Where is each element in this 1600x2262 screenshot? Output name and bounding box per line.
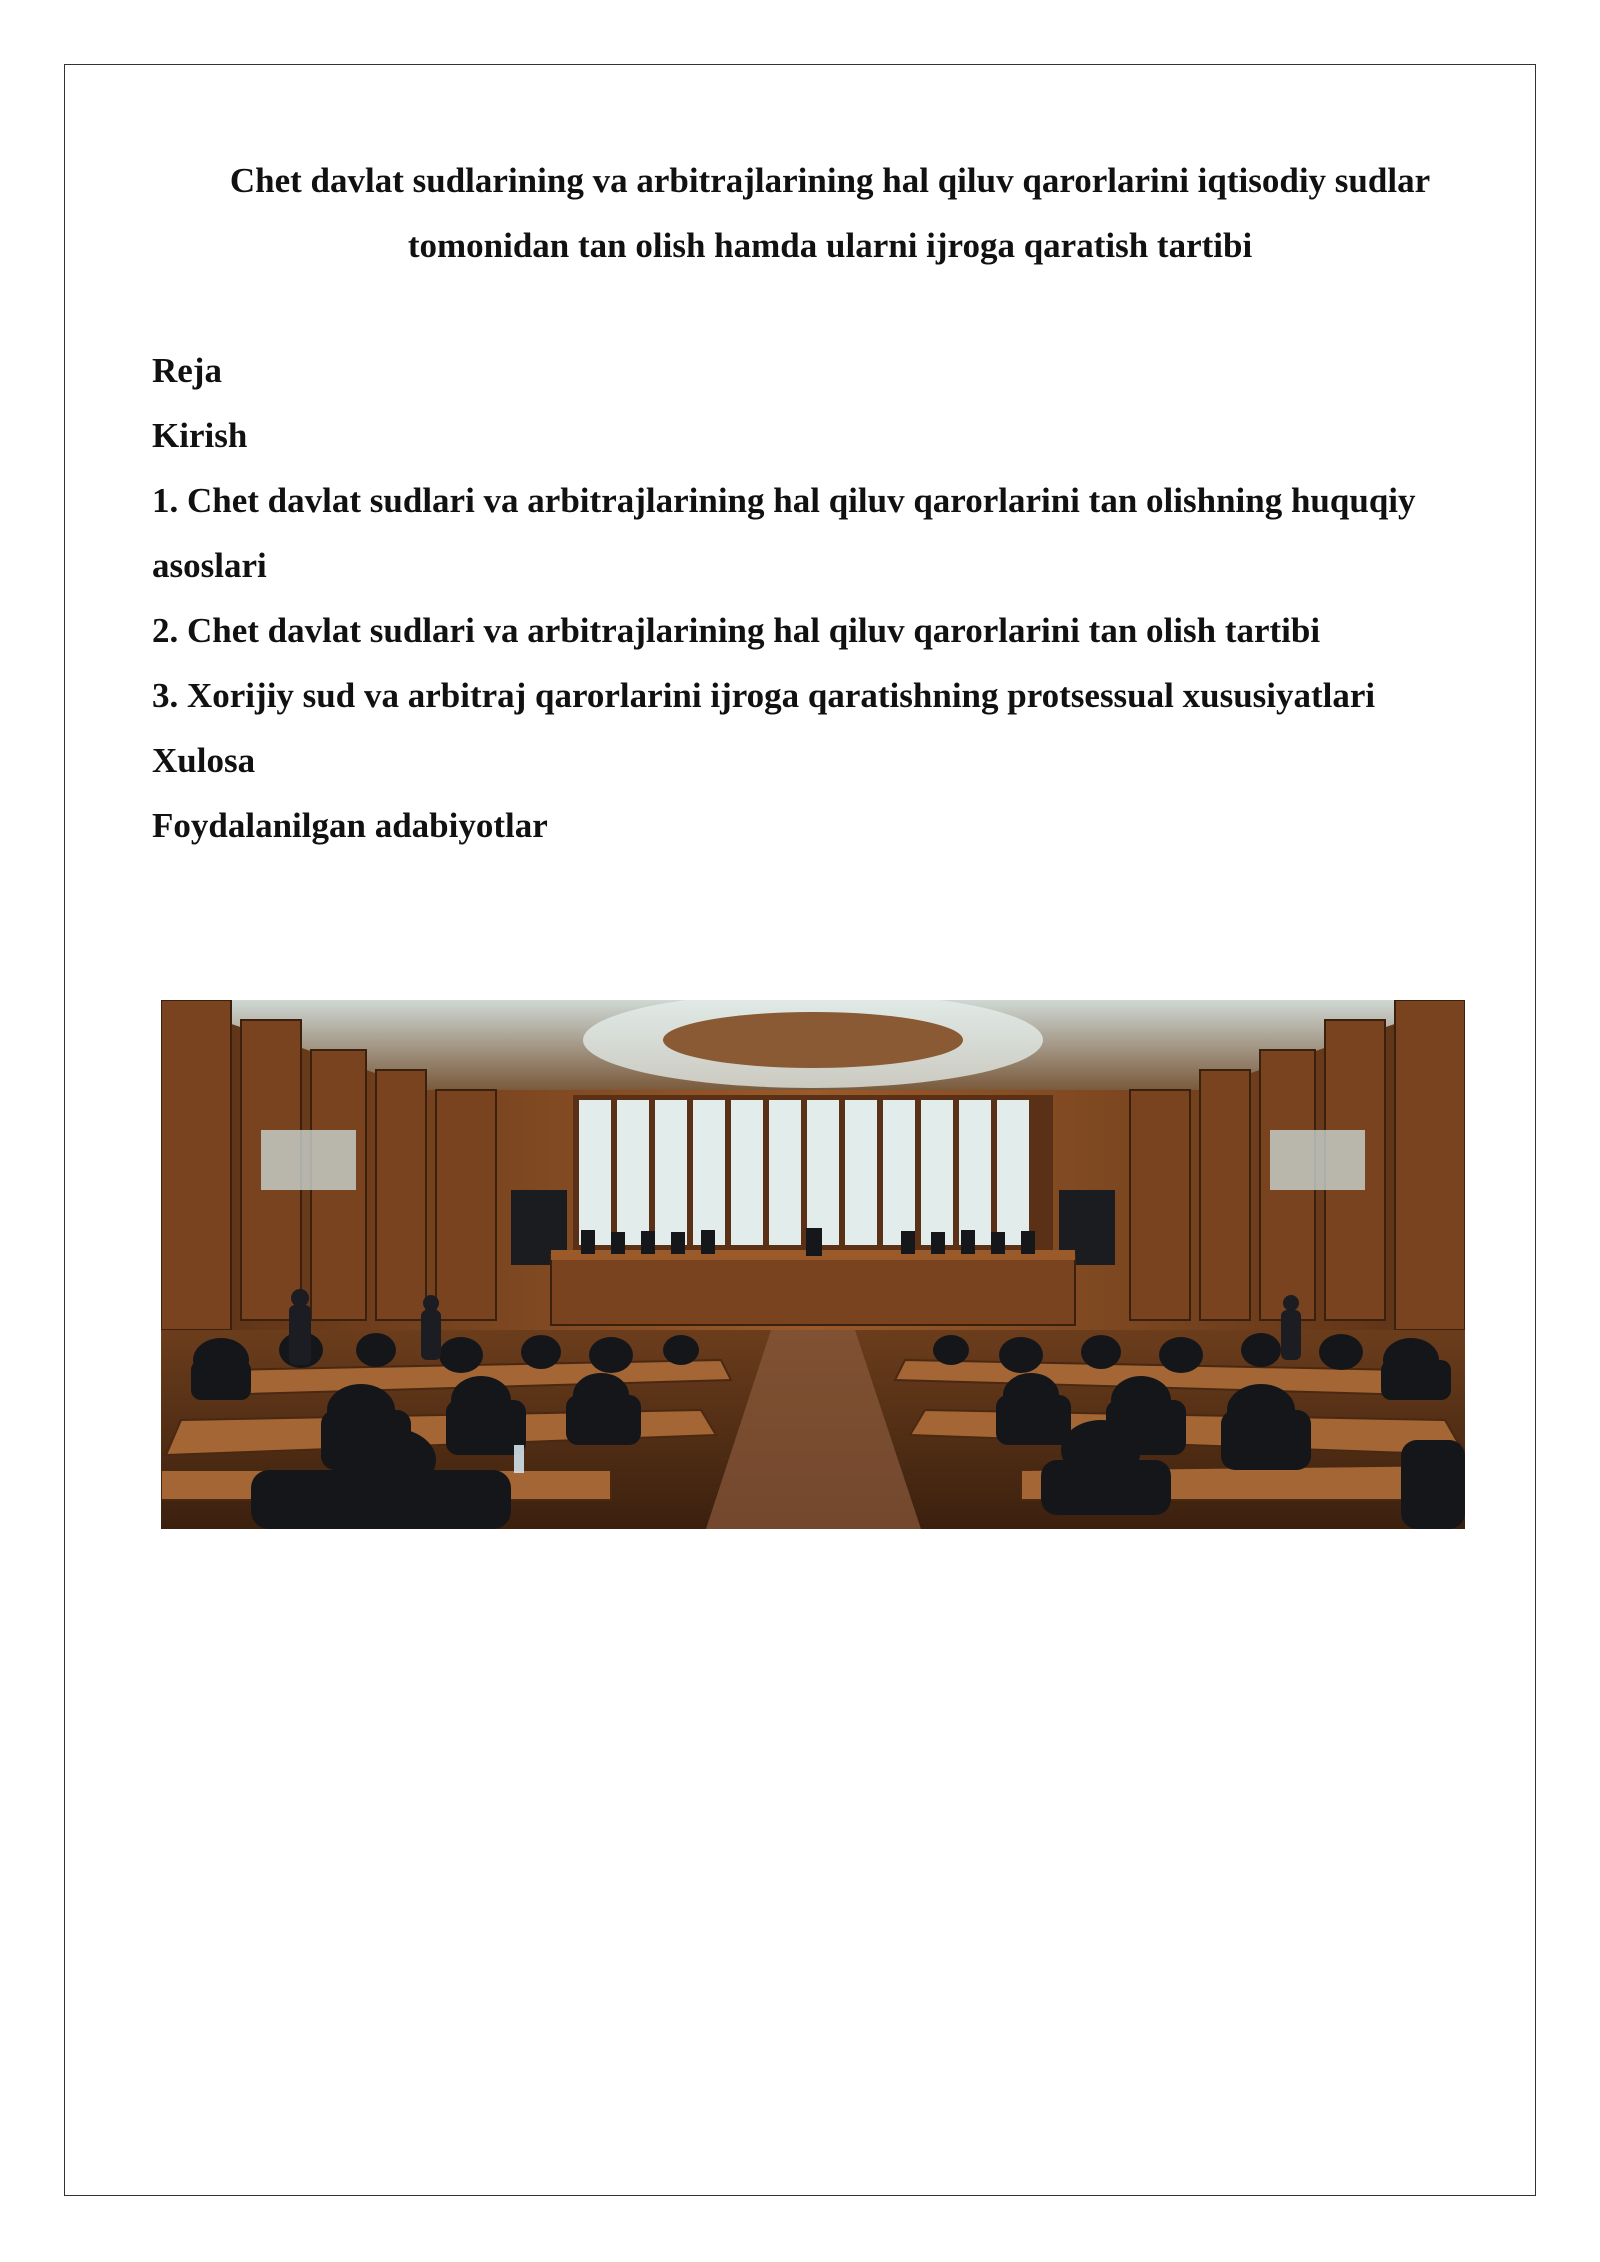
document-title: Chet davlat sudlarining va arbitrajlarining hal qiluv qarorlarini iqtisodiy sudlar tomonidan tan olish hamda ularni ijroga qaratish tartibi <box>229 161 1431 265</box>
plan-item-section-2: 2. Chet davlat sudlari va arbitrajlarining hal qiluv qarorlarini tan olish tartibi <box>152 611 1321 650</box>
plan-list <box>152 338 1482 858</box>
plan-item-introduction: Kirish <box>152 416 248 455</box>
courtroom-photo <box>161 1000 1465 1529</box>
plan-item-section-3: 3. Xorijiy sud va arbitraj qarorlarini ijroga qaratishning protsessual xususiyatlari <box>152 676 1376 715</box>
plan-heading: Reja <box>152 351 222 390</box>
plan-item-conclusion: Xulosa <box>152 741 256 780</box>
plan-item-references: Foydalanilgan adabiyotlar <box>152 806 548 845</box>
plan-item-section-1: 1. Chet davlat sudlari va arbitrajlarining hal qiluv qarorlarini tan olishning huquqiy asoslari <box>152 481 1416 585</box>
